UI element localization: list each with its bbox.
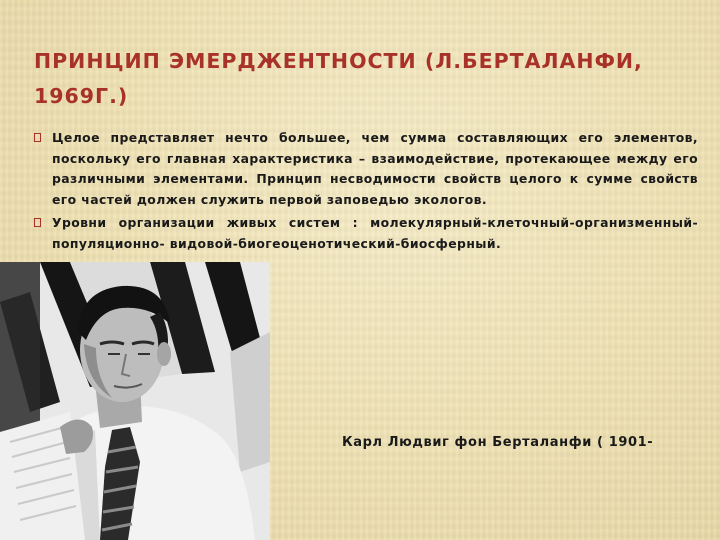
bullet-item	[34, 128, 698, 210]
slide-title: ПРИНЦИП ЭМЕРДЖЕНТНОСТИ (Л.БЕРТАЛАНФИ, 1969Г.)	[34, 49, 643, 108]
bullet-item	[34, 213, 698, 254]
portrait-image	[0, 262, 270, 540]
bullet-text: Уровни организации живых систем : молекулярный-клеточный-организменный-популяционно- видовой-биогеоценотический-биосферный.	[52, 215, 698, 251]
photo-caption: Карл Людвиг фон Берталанфи ( 1901-	[342, 435, 654, 450]
square-bullet-icon	[34, 133, 41, 142]
portrait-photo	[0, 262, 270, 540]
bullet-text: Целое представляет нечто большее, чем сумма составляющих его элементов, поскольку его главная характеристика – взаимодействие, протекающее между его различными элементами. Принцип несводимости свойств целого к сумме свойств его частей должен служить первой заповедью экологов.	[52, 130, 698, 207]
bullet-list	[34, 128, 698, 258]
square-bullet-icon	[34, 218, 41, 227]
